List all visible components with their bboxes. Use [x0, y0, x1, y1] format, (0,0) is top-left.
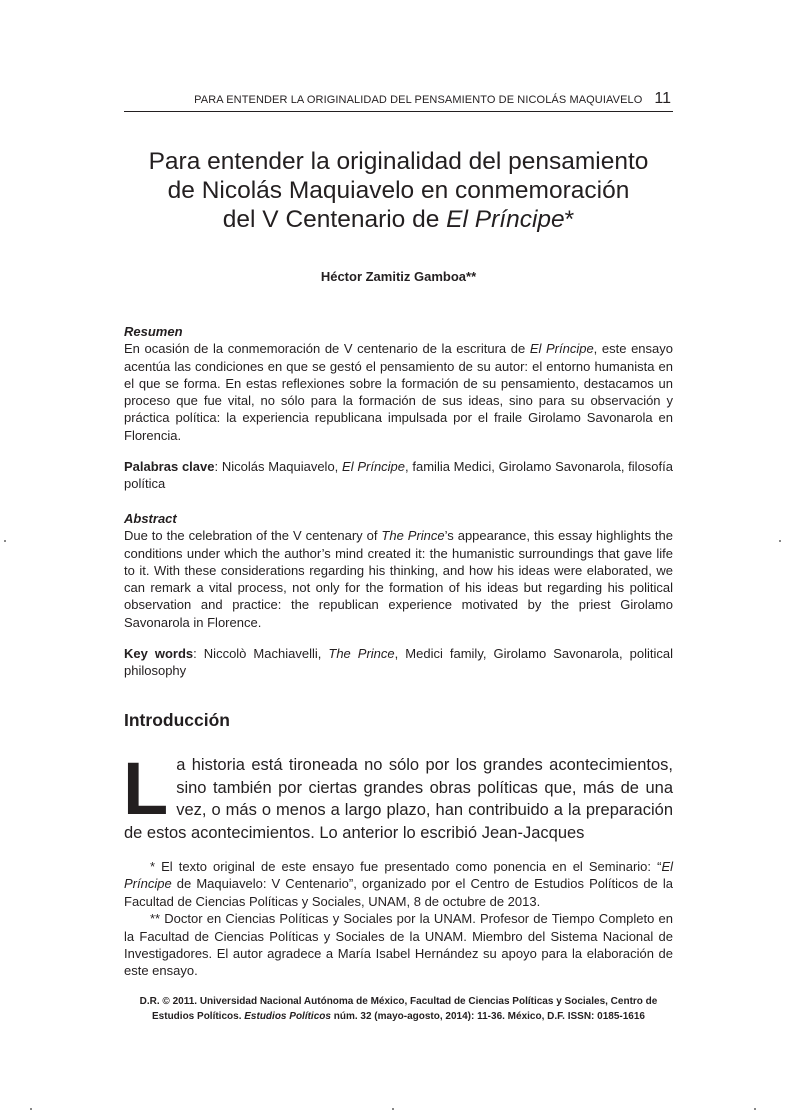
- crop-mark: [392, 1108, 394, 1110]
- title-line-3-prefix: del V Centenario de: [222, 206, 447, 233]
- footnote-1-italic: El Príncipe: [124, 859, 673, 892]
- palabras-clave-part1: : Nicolás Maquiavelo,: [214, 459, 343, 474]
- title-footnote-marker: *: [564, 206, 575, 233]
- key-words-italic: The Prince: [328, 646, 395, 661]
- key-words-part1: : Niccolò Machiavelli,: [193, 646, 329, 661]
- footnote-2: ** Doctor en Ciencias Políticas y Sociales por la UNAM. Profesor de Tiempo Completo en la Facultad de Ciencias Políticas y Sociales de la UNAM. Miembro del Sistema Nacional de Investigadores. El autor agradece a María Isabel Hernández su apoyo para la elaboración de este ensayo.: [124, 911, 673, 979]
- title-book-name: El Príncipe: [446, 206, 565, 233]
- article-title: [100, 147, 697, 234]
- resumen-heading: Resumen: [124, 324, 183, 339]
- key-words-section: [124, 645, 673, 680]
- key-words-label: Key words: [124, 646, 194, 661]
- crop-mark: [754, 1108, 756, 1110]
- palabras-clave-text: [124, 458, 673, 493]
- introduccion-paragraph: [123, 747, 673, 844]
- key-words-part2: , Medici family, Girolamo Savonarola, political philosophy: [124, 646, 673, 679]
- imprint-line-2-part1: Estudios Políticos.: [152, 1011, 245, 1022]
- resumen-text: [124, 340, 673, 444]
- resumen-section: [124, 323, 673, 444]
- imprint-line-2-part2: núm. 32 (mayo-agosto, 2014): 11-36. México, D.F. ISSN: 0185-1616: [330, 1011, 645, 1022]
- imprint-journal-name: Estudios Políticos: [244, 1011, 331, 1022]
- resumen-text-italic: El Príncipe: [529, 341, 594, 357]
- palabras-clave-section: [124, 458, 673, 493]
- footnote-1-part2: de Maquiavelo: V Centenario”, organizado por el Centro de Estudios Políticos de la Facultad de Ciencias Políticas y Sociales, UNAM, 8 de octubre de 2013.: [124, 876, 673, 909]
- title-line-2: de Nicolás Maquiavelo en conmemoración: [167, 177, 630, 204]
- crop-mark: [779, 540, 781, 542]
- abstract-text-italic: The Prince: [381, 528, 445, 544]
- footnote-1-part1: * El texto original de este ensayo fue presentado como ponencia en el Seminario: “: [150, 859, 662, 874]
- abstract-heading: Abstract: [124, 511, 177, 526]
- abstract-text-part2: ’s appearance, this essay highlights the conditions under which the author’s mind created it: the humanistic surroundings that gave life to it. With these considerations regarding his thinking, and how his ideas were elaborated, we can remark a vital process, not only for the formation of his ideas but regarding his political observation and practice: the republican experience motivated by the priest Girolamo Savonarola in Florence.: [124, 528, 673, 630]
- dropcap-letter: L: [123, 747, 169, 830]
- footnote-1: [124, 858, 673, 910]
- palabras-clave-part2: , familia Medici, Girolamo Savonarola, filosofía política: [124, 459, 673, 492]
- running-head: [124, 90, 673, 112]
- key-words-text: [124, 645, 673, 680]
- article-author: Héctor Zamitiz Gamboa**: [320, 269, 477, 284]
- title-line-1: Para entender la originalidad del pensamiento: [148, 148, 649, 175]
- introduccion-text: a historia está tironeada no sólo por los grandes acontecimientos, sino también por ciertas grandes obras políticas que, más de una vez, o más o menos a largo plazo, han contribuido a la preparación de estos acontecimientos. Lo anterior lo escribió Jean-Jacques: [124, 756, 673, 842]
- running-head-title: PARA ENTENDER LA ORIGINALIDAD DEL PENSAMIENTO DE NICOLÁS MAQUIAVELO: [194, 94, 643, 106]
- page-number: 11: [654, 90, 671, 107]
- abstract-text-part1: Due to the celebration of the V centenary of: [124, 528, 382, 544]
- palabras-clave-label: Palabras clave: [124, 459, 215, 474]
- footnotes: [124, 858, 673, 980]
- resumen-text-part2: , este ensayo acentúa las condiciones en que se gestó el pensamiento de su autor: el entorno humanista en el que se forma. En estas reflexiones sobre la formación de su pensamiento, destacamos un proceso que fue vital, no sólo para la formación de sus ideas, sino para su observación y práctica política: la experiencia republicana impulsada por el fraile Girolamo Savonarola en Florencia.: [124, 341, 673, 443]
- crop-mark: [4, 540, 6, 542]
- copyright-imprint: [110, 994, 687, 1024]
- introduccion-heading: Introducción: [124, 710, 230, 730]
- resumen-text-part1: En ocasión de la conmemoración de V centenario de la escritura de: [124, 341, 530, 357]
- abstract-section: [124, 510, 673, 631]
- crop-mark: [30, 1108, 32, 1110]
- palabras-clave-italic: El Príncipe: [342, 459, 406, 474]
- imprint-line-1: D.R. © 2011. Universidad Nacional Autónoma de México, Facultad de Ciencias Políticas y Sociales, Centro de: [139, 996, 658, 1007]
- abstract-text: [124, 527, 673, 631]
